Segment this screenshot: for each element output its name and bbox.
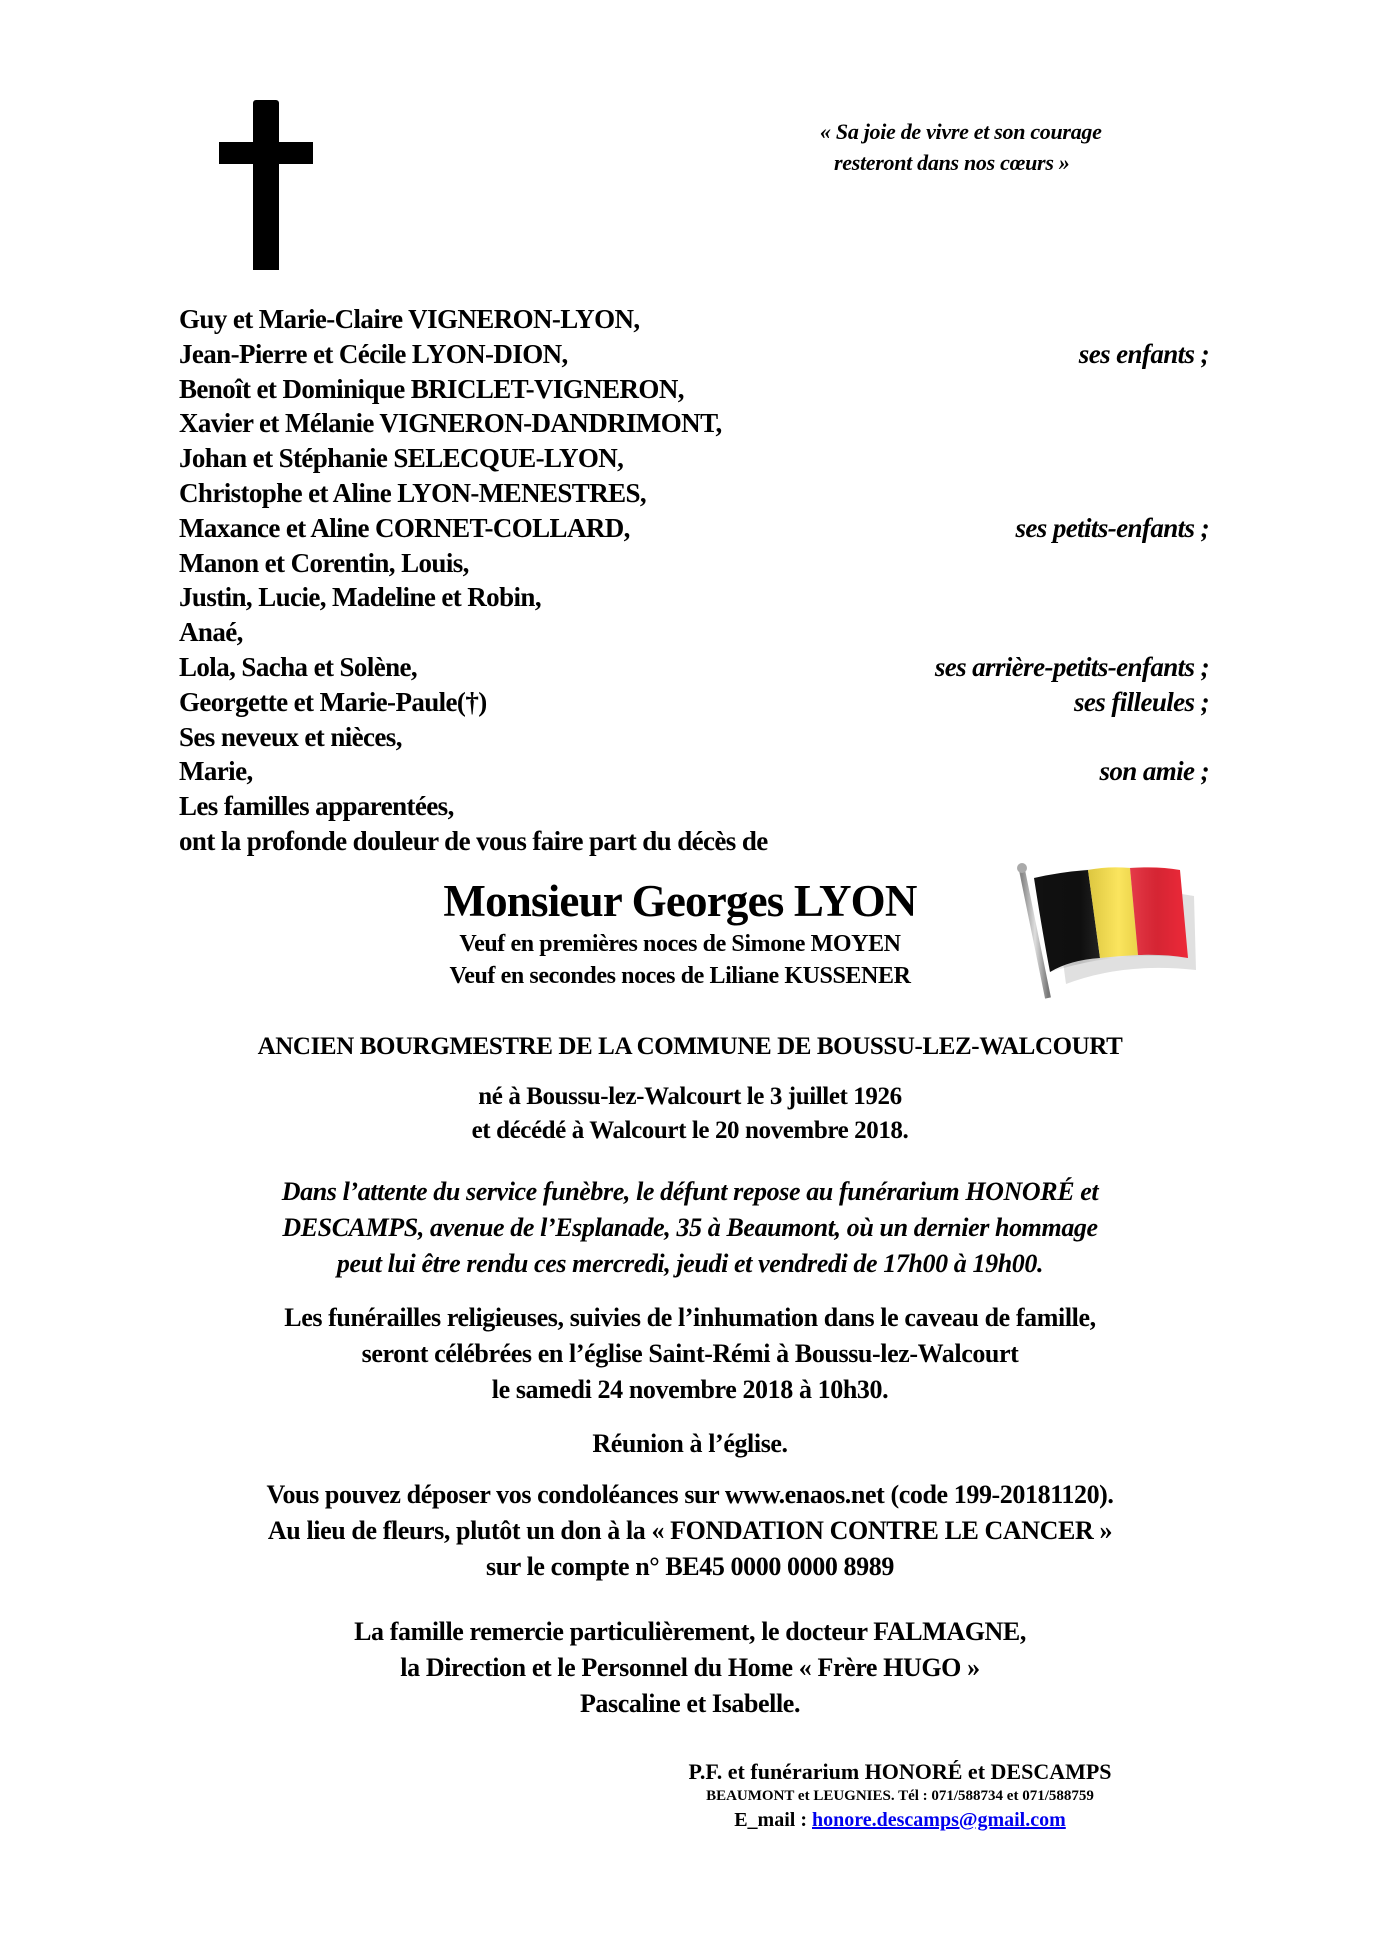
family-row (179, 302, 1209, 337)
family-names: Georgette et Marie-Paule(†) (179, 686, 487, 717)
family-row (179, 476, 1209, 511)
death-line: et décédé à Walcourt le 20 novembre 2018. (471, 1117, 909, 1144)
funeral-line-1: Les funérailles religieuses, suivies de l’inhumation dans le caveau de famille, (284, 1303, 1096, 1332)
family-list (179, 302, 1209, 859)
family-row (179, 789, 1209, 824)
family-names: Lola, Sacha et Solène, (179, 651, 418, 682)
birth-death-dates (150, 1080, 1230, 1148)
family-names: Benoît et Dominique BRICLET-VIGNERON, (179, 373, 684, 404)
funeral-line-3: le samedi 24 novembre 2018 à 10h30. (491, 1375, 889, 1404)
family-row (179, 372, 1209, 407)
family-names: Jean-Pierre et Cécile LYON-DION, (179, 338, 568, 369)
funeral-home-name: P.F. et funérarium HONORÉ et DESCAMPS (688, 1759, 1112, 1784)
widower-line-1: Veuf en premières noces de Simone MOYEN (459, 931, 901, 957)
family-names: Anaé, (179, 617, 243, 648)
cross-horizontal-bar (219, 142, 313, 164)
funeral-notice (150, 1300, 1230, 1408)
quote-line-2: resteront dans nos cœurs » (834, 150, 1070, 175)
belgian-flag-icon (1008, 860, 1198, 1000)
family-row (179, 754, 1209, 789)
family-relation: ses enfants ; (1078, 338, 1209, 369)
quote-line-1: « Sa joie de vivre et son courage (820, 119, 1102, 144)
deceased-name: Monsieur Georges LYON (443, 876, 917, 926)
funeral-home-footer (640, 1758, 1160, 1834)
former-mayor-title: ANCIEN BOURGMESTRE DE LA COMMUNE DE BOUSSU-LEZ-WALCOURT (257, 1033, 1123, 1060)
cross-vertical-bar (253, 100, 279, 270)
thanks-line-3: Pascaline et Isabelle. (579, 1689, 801, 1718)
repose-line-3: peut lui être rendu ces mercredi, jeudi et vendredi de 17h00 à 19h00. (336, 1249, 1044, 1278)
family-row (179, 337, 1209, 372)
repose-line-1: Dans l’attente du service funèbre, le défunt repose au funérarium HONORÉ et (281, 1177, 1099, 1206)
family-names: ont la profonde douleur de vous faire part du décès de (179, 825, 768, 856)
family-row (179, 580, 1209, 615)
family-row (179, 615, 1209, 650)
family-names: Manon et Corentin, Louis, (179, 547, 469, 578)
family-row (179, 406, 1209, 441)
birth-line: né à Boussu-lez-Walcourt le 3 juillet 1926 (478, 1083, 902, 1110)
family-names: Les familles apparentées, (179, 791, 454, 822)
family-names: Marie, (179, 756, 253, 787)
family-row (179, 685, 1209, 720)
family-names: Maxance et Aline CORNET-COLLARD, (179, 512, 630, 543)
repose-line-2: DESCAMPS, avenue de l’Esplanade, 35 à Beaumont, où un dernier hommage (282, 1213, 1098, 1242)
family-relation: ses arrière-petits-enfants ; (934, 651, 1209, 682)
family-names: Xavier et Mélanie VIGNERON-DANDRIMONT, (179, 408, 722, 439)
funeral-line-2: seront célébrées en l’église Saint-Rémi à Boussu-lez-Walcourt (361, 1339, 1019, 1368)
thanks-notice (150, 1614, 1230, 1722)
family-row (179, 546, 1209, 581)
family-row (179, 650, 1209, 685)
deceased-block (380, 874, 980, 992)
widower-line-2: Veuf en secondes noces de Liliane KUSSENER (449, 963, 911, 989)
cross-icon (219, 100, 313, 270)
family-relation: ses petits-enfants ; (1015, 512, 1209, 543)
family-names: Christophe et Aline LYON-MENESTRES, (179, 477, 647, 508)
email-label: E_mail : (734, 1809, 812, 1831)
reunion-notice: Réunion à l’église. (592, 1429, 788, 1458)
epitaph-quote (820, 116, 1102, 178)
email-link[interactable]: honore.descamps@gmail.com (812, 1809, 1066, 1831)
family-relation: ses filleules ; (1074, 686, 1209, 717)
family-names: Ses neveux et nièces, (179, 721, 402, 752)
condolences-line-1: Vous pouvez déposer vos condoléances sur www.enaos.net (code 199-20181120). (266, 1480, 1114, 1509)
family-relation: son amie ; (1099, 756, 1209, 787)
funeral-home-contact: BEAUMONT et LEUGNIES. Tél : 071/588734 et 071/588759 (706, 1788, 1094, 1804)
family-row (179, 824, 1209, 859)
family-row (179, 511, 1209, 546)
thanks-line-1: La famille remercie particulièrement, le docteur FALMAGNE, (354, 1617, 1026, 1646)
condolences-notice (150, 1477, 1230, 1585)
flag-pole-finial (1017, 863, 1027, 873)
family-row (179, 720, 1209, 755)
family-names: Justin, Lucie, Madeline et Robin, (179, 582, 541, 613)
repose-notice (150, 1174, 1230, 1282)
condolences-line-3: sur le compte n° BE45 0000 0000 8989 (486, 1552, 894, 1581)
condolences-line-2: Au lieu de fleurs, plutôt un don à la « FONDATION CONTRE LE CANCER » (267, 1516, 1113, 1545)
thanks-line-2: la Direction et le Personnel du Home « Frère HUGO » (400, 1653, 980, 1682)
family-names: Guy et Marie-Claire VIGNERON-LYON, (179, 304, 640, 334)
family-row (179, 441, 1209, 476)
email-line (640, 1806, 1160, 1834)
family-names: Johan et Stéphanie SELECQUE-LYON, (179, 443, 624, 474)
